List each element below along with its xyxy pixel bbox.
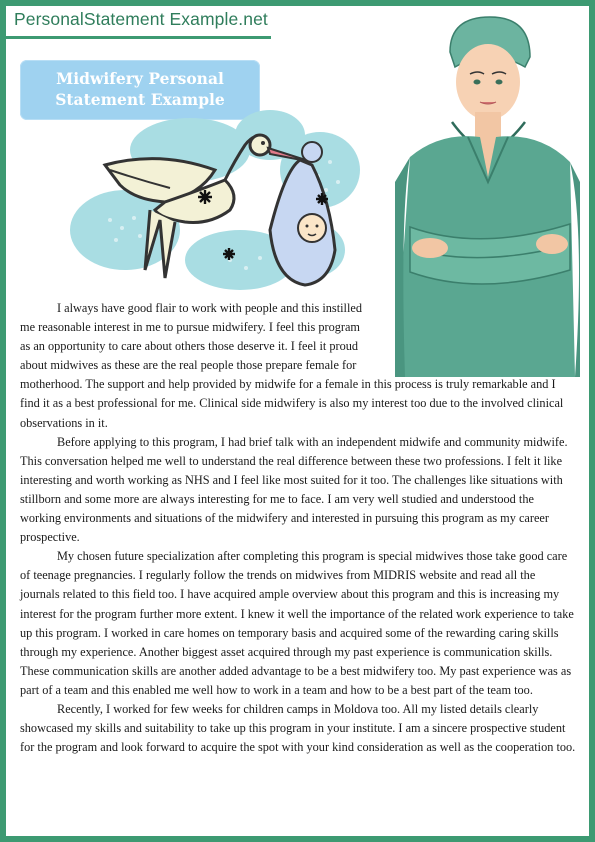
paragraph-2: Before applying to this program, I had brief talk with an independent midwife and community midwife. This conversation helped me well to understand the real difference between these two professions. I felt it like interesting and worth working as NHS and I feel like most suited for it too. The challenges like situations with stillborn and some more are always interesting for me to face. I am very well studied and understood the working environments and situations of the midwifery and interested in pursuing this program as my career prospective.	[20, 434, 568, 545]
paragraph-1-line-1: I always have good flair to work with people and this instilled	[57, 301, 362, 315]
paragraph-1-line-2: me reasonable interest in me to pursue midwifery. I feel this program	[20, 320, 360, 335]
stork-carrying-baby-icon	[50, 110, 370, 295]
paragraph-1-line-3: as an opportunity to care about others those deserve it. I feel it proud	[20, 339, 359, 354]
paragraph-1-line-4: about midwives as these are the real people those prepare female for	[20, 358, 357, 373]
site-header	[6, 6, 271, 39]
title-line-2: Statement Example	[55, 90, 225, 109]
site-title[interactable]: PersonalStatement Example.net	[14, 9, 268, 29]
paragraph-4: Recently, I worked for few weeks for children camps in Moldova too. All my listed details clearly showcased my skills and suitability to take up this program in your institute. I am a sincere prospective student for the program and look forward to acquire the spot with your kind consideration as well as the cooperation too.	[20, 701, 576, 755]
paragraph-3: My chosen future specialization after completing this program is special midwives those take good care of teenage pregnancies. I regularly follow the trends on midwives from MIDRIS website and read all the journals related to this field too. I have acquired ample overview about this program and this is increasing my interest for the program further more extent. I knew it well the importance of the related work experience to take up this program. I worked in care homes on temporary basis and acquired some of the rewarding caring skills through my experience. Another biggest asset acquired through my past experience is communication skills. These communication skills are another added advantage to be a best midwifery too. My past experience was as part of a team and this enabled me well how to work in a team and how to be a best part of the team too.	[20, 549, 574, 697]
paragraph-1-rest: motherhood. The support and help provided by midwife for a female in this process is truly remarkable and I find it as a best professional for me. Clinical side midwifery is also my interest too due to the involved clinical observations in it.	[20, 377, 564, 430]
title-line-1: Midwifery Personal	[56, 69, 224, 88]
statement-body	[20, 299, 577, 757]
